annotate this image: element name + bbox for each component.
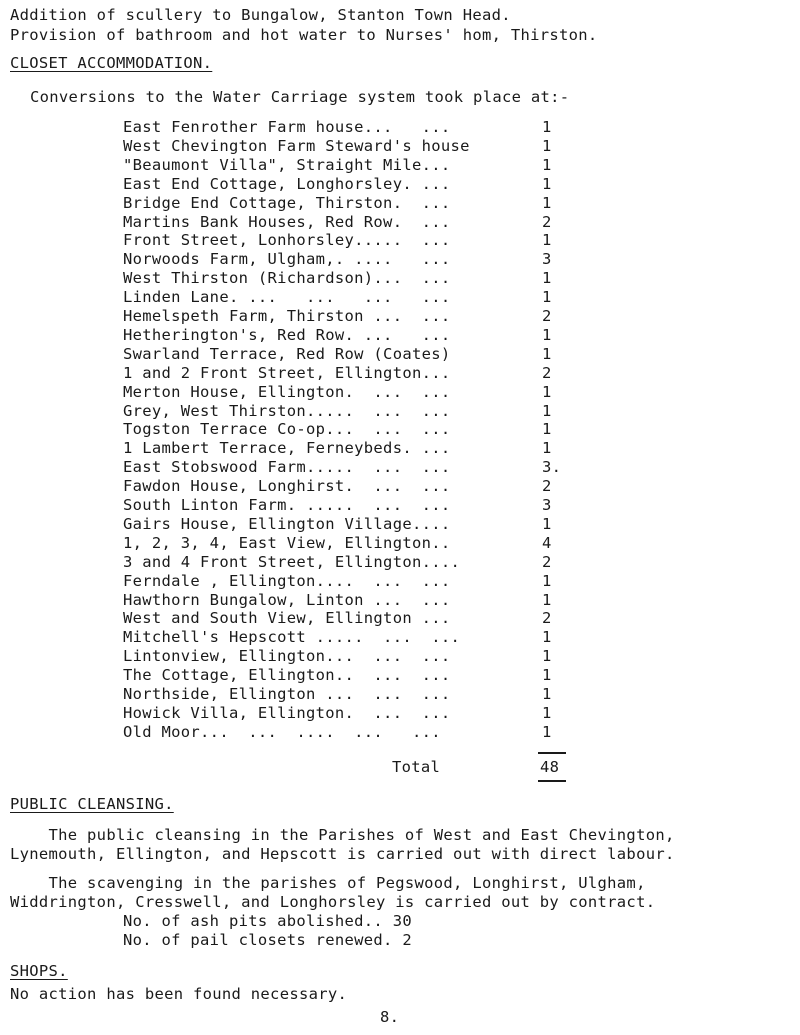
- shops-text: No action has been found necessary.: [10, 985, 348, 1003]
- conversion-location: West Thirston (Richardson)... ...: [123, 269, 451, 287]
- conversion-location: Gairs House, Ellington Village....: [123, 515, 451, 533]
- conversion-count: 2: [542, 307, 552, 325]
- conversion-location: Merton House, Ellington. ... ...: [123, 383, 451, 401]
- pail-closets-line: No. of pail closets renewed. 2: [123, 931, 412, 949]
- conversion-count: 1: [542, 402, 552, 420]
- page-number: 8.: [380, 1008, 400, 1026]
- conversion-count: 1: [542, 383, 552, 401]
- total-rule: [538, 752, 566, 754]
- conversion-count: 2: [542, 553, 552, 571]
- conversion-count: 2: [542, 213, 552, 231]
- conversion-location: Hemelspeth Farm, Thirston ... ...: [123, 307, 451, 325]
- conversion-count: 1: [542, 288, 552, 306]
- conversion-count: 1: [542, 572, 552, 590]
- conversion-location: Ferndale , Ellington.... ... ...: [123, 572, 451, 590]
- total-double-rule: [538, 780, 566, 782]
- conversion-count: 1: [542, 439, 552, 457]
- conversion-location: West Chevington Farm Steward's house: [123, 137, 470, 155]
- conversion-count: 2: [542, 477, 552, 495]
- conversion-count: 1: [542, 175, 552, 193]
- conversion-location: Howick Villa, Ellington. ... ...: [123, 704, 451, 722]
- conversion-location: 1 and 2 Front Street, Ellington...: [123, 364, 451, 382]
- total-label: Total: [392, 758, 441, 776]
- conversion-count: 1: [542, 515, 552, 533]
- closet-intro: Conversions to the Water Carriage system took place at:-: [30, 88, 570, 106]
- conversion-count: 1: [542, 194, 552, 212]
- conversion-location: East End Cottage, Longhorsley. ...: [123, 175, 451, 193]
- shops-heading: SHOPS.: [10, 962, 68, 980]
- header-line-2: Provision of bathroom and hot water to Nurses' hom, Thirston.: [10, 26, 598, 44]
- conversion-location: Mitchell's Hepscott ..... ... ...: [123, 628, 461, 646]
- public-cleansing-para2-line1: The scavenging in the parishes of Pegswood, Longhirst, Ulgham,: [10, 874, 646, 892]
- conversion-location: Front Street, Lonhorsley..... ...: [123, 231, 451, 249]
- conversion-location: South Linton Farm. ..... ... ...: [123, 496, 451, 514]
- conversion-count: 1: [542, 628, 552, 646]
- conversion-count: 1: [542, 666, 552, 684]
- conversion-location: Fawdon House, Longhirst. ... ...: [123, 477, 451, 495]
- conversion-count: 1: [542, 647, 552, 665]
- conversion-location: East Fenrother Farm house... ...: [123, 118, 451, 136]
- conversion-count: 1: [542, 420, 552, 438]
- header-line-1: Addition of scullery to Bungalow, Stanton Town Head.: [10, 6, 511, 24]
- ash-pits-line: No. of ash pits abolished.. 30: [123, 912, 412, 930]
- conversion-count: 1: [542, 723, 552, 741]
- conversion-count: 1: [542, 118, 552, 136]
- conversion-count: 1: [542, 156, 552, 174]
- conversion-location: "Beaumont Villa", Straight Mile...: [123, 156, 451, 174]
- conversion-location: Togston Terrace Co-op... ... ...: [123, 420, 451, 438]
- conversion-count: 1: [542, 685, 552, 703]
- conversion-location: The Cottage, Ellington.. ... ...: [123, 666, 451, 684]
- conversion-count: 2: [542, 364, 552, 382]
- conversion-count: 1: [542, 591, 552, 609]
- conversion-count: 1: [542, 345, 552, 363]
- conversion-location: Swarland Terrace, Red Row (Coates): [123, 345, 451, 363]
- public-cleansing-para1-line1: The public cleansing in the Parishes of West and East Chevington,: [10, 826, 675, 844]
- conversion-location: Northside, Ellington ... ... ...: [123, 685, 451, 703]
- conversion-count: 1: [542, 137, 552, 155]
- conversion-count: 1: [542, 231, 552, 249]
- conversion-location: 3 and 4 Front Street, Ellington....: [123, 553, 461, 571]
- conversion-location: Grey, West Thirston..... ... ...: [123, 402, 451, 420]
- conversion-location: 1, 2, 3, 4, East View, Ellington..: [123, 534, 451, 552]
- public-cleansing-para1-line2: Lynemouth, Ellington, and Hepscott is carried out with direct labour.: [10, 845, 675, 863]
- conversion-location: Bridge End Cottage, Thirston. ...: [123, 194, 451, 212]
- total-value: 48: [540, 758, 560, 776]
- public-cleansing-heading: PUBLIC CLEANSING.: [10, 795, 174, 813]
- conversion-location: Norwoods Farm, Ulgham,. .... ...: [123, 250, 451, 268]
- conversion-location: Martins Bank Houses, Red Row. ...: [123, 213, 451, 231]
- conversion-count: 3: [542, 250, 552, 268]
- public-cleansing-para2-line2: Widdrington, Cresswell, and Longhorsley is carried out by contract.: [10, 893, 656, 911]
- conversion-count: 1: [542, 704, 552, 722]
- conversion-location: Linden Lane. ... ... ... ...: [123, 288, 451, 306]
- closet-heading: CLOSET ACCOMMODATION.: [10, 54, 213, 72]
- conversion-location: Lintonview, Ellington... ... ...: [123, 647, 451, 665]
- conversion-location: West and South View, Ellington ...: [123, 609, 451, 627]
- conversion-location: Hawthorn Bungalow, Linton ... ...: [123, 591, 451, 609]
- conversion-count: 2: [542, 609, 552, 627]
- conversion-count: 1: [542, 326, 552, 344]
- conversion-location: Old Moor... ... .... ... ...: [123, 723, 441, 741]
- conversion-location: East Stobswood Farm..... ... ...: [123, 458, 451, 476]
- conversion-count: 4: [542, 534, 552, 552]
- conversion-count: 3.: [542, 458, 562, 476]
- conversion-count: 1: [542, 269, 552, 287]
- conversion-location: 1 Lambert Terrace, Ferneybeds. ...: [123, 439, 451, 457]
- conversion-count: 3: [542, 496, 552, 514]
- conversion-location: Hetherington's, Red Row. ... ...: [123, 326, 451, 344]
